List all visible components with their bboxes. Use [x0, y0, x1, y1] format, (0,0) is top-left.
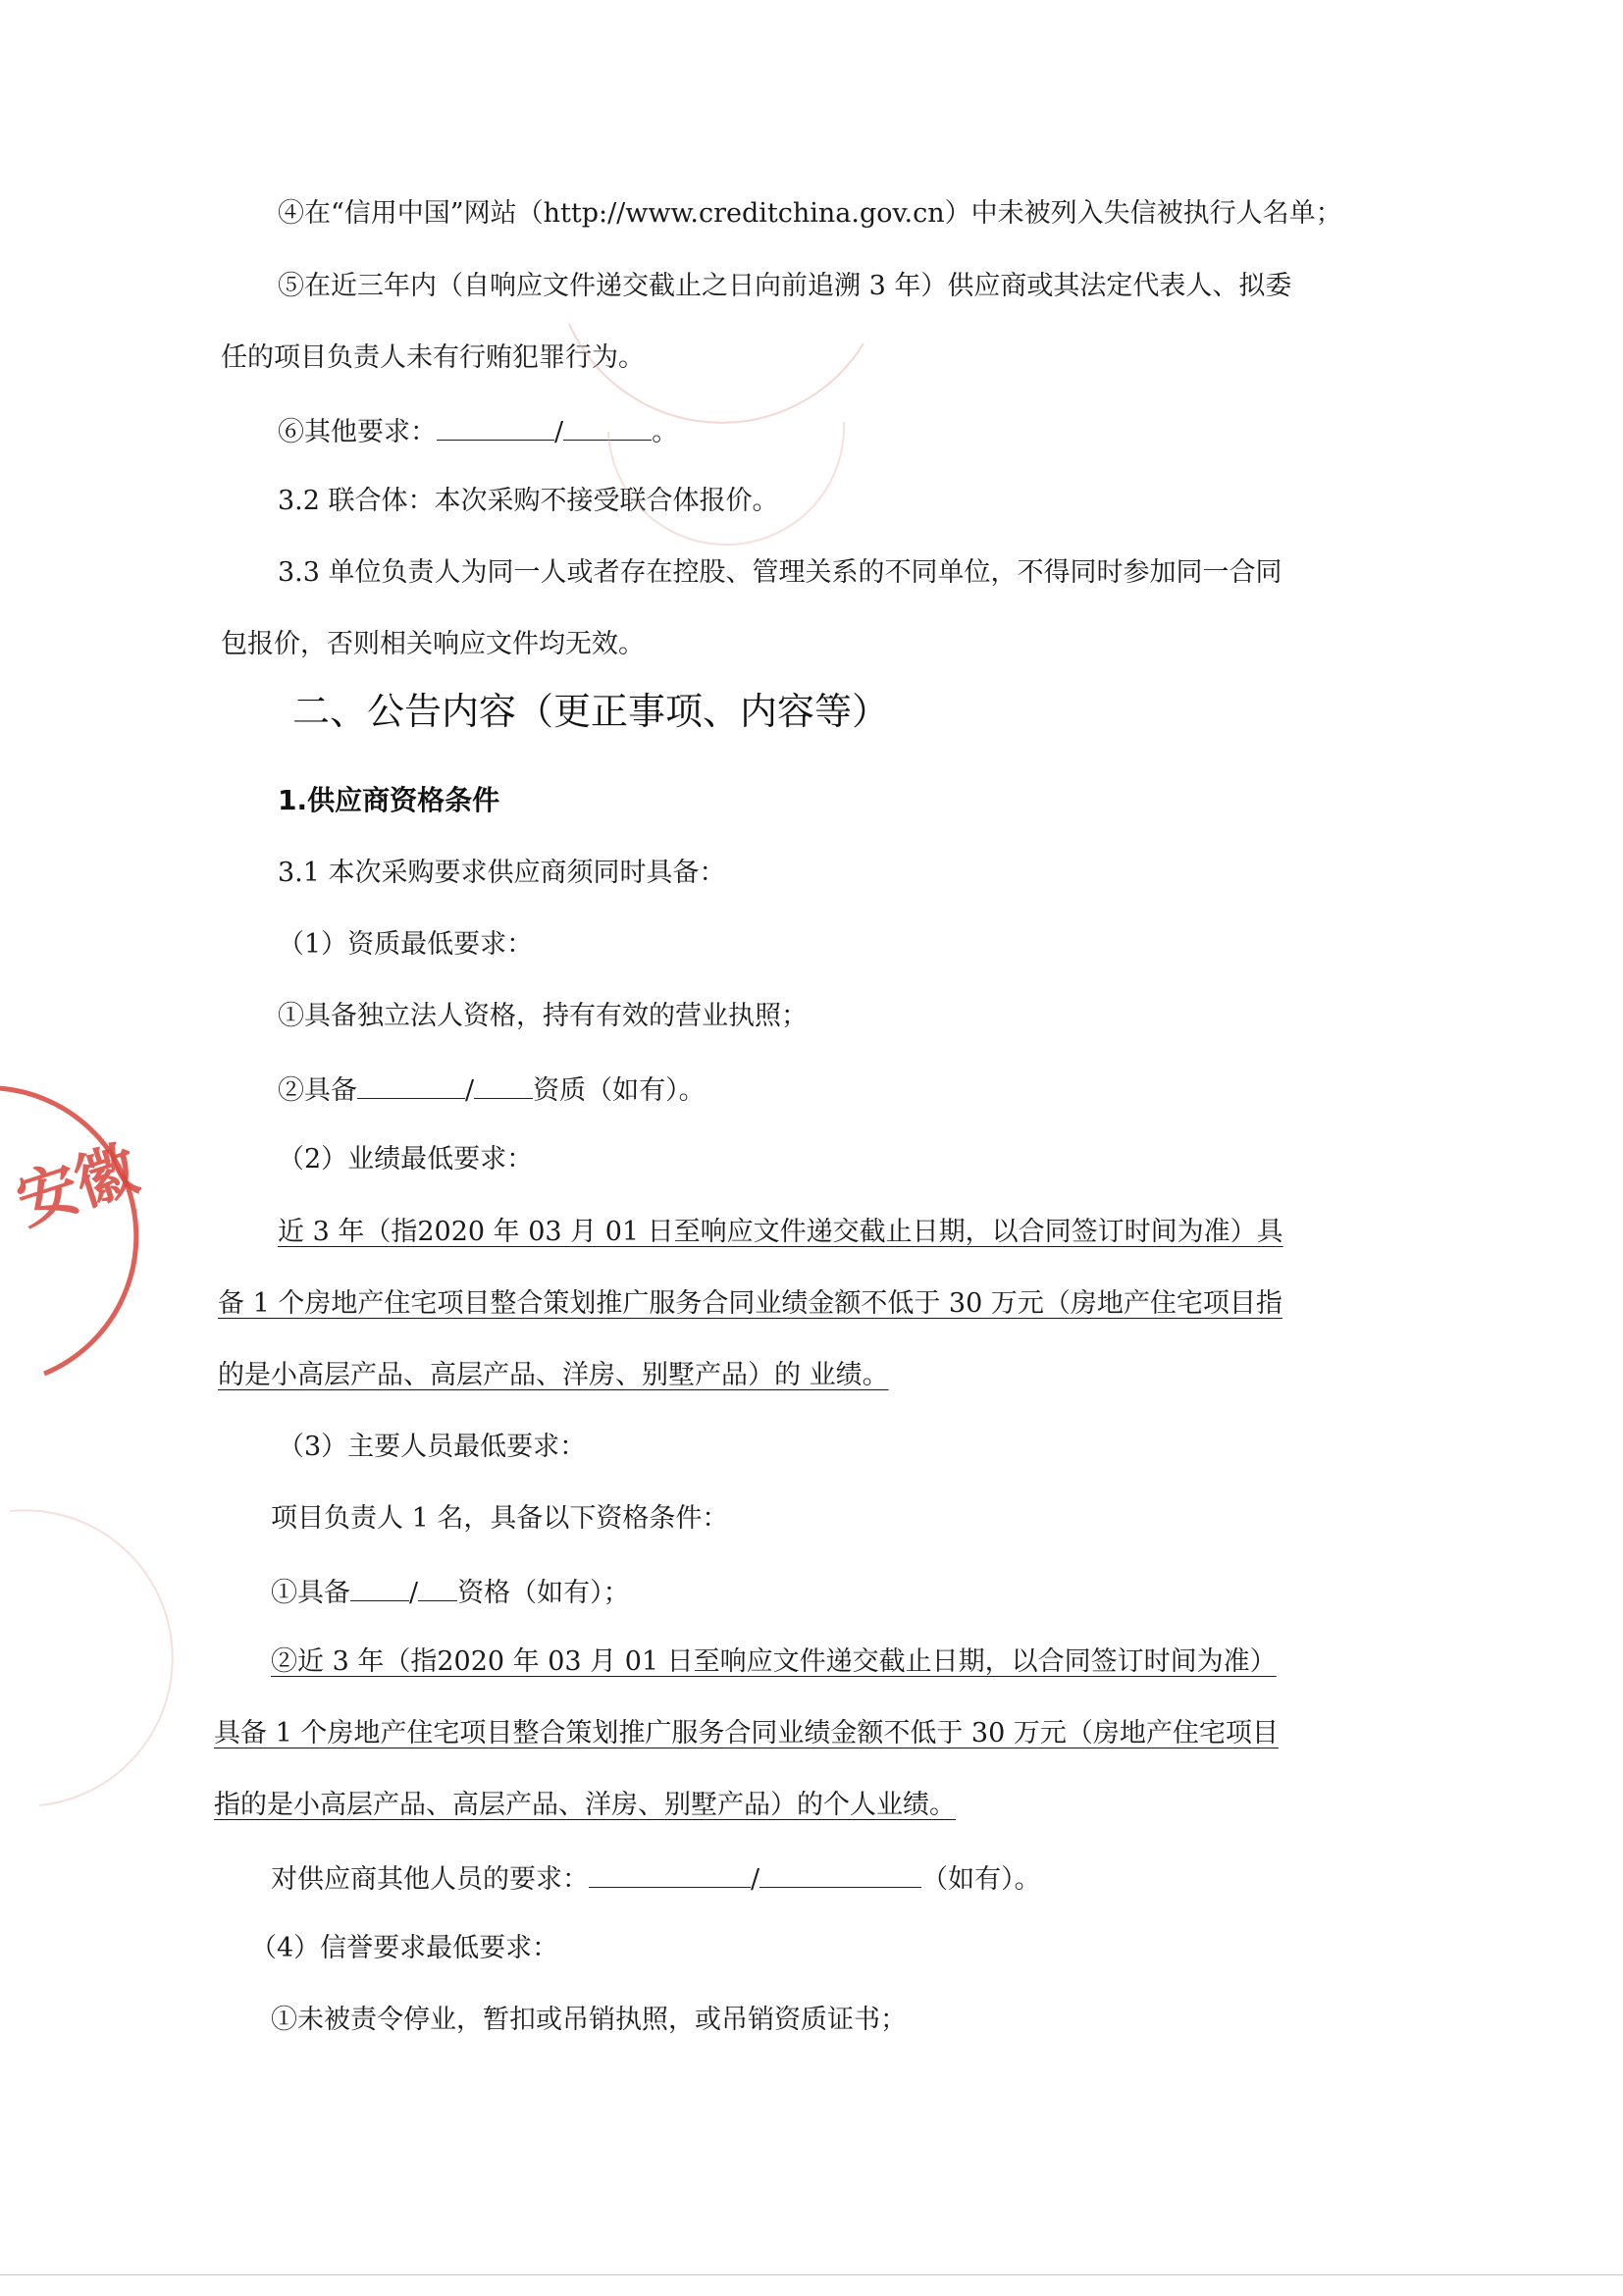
- scan-edge-line: [0, 2274, 1623, 2275]
- paragraph-same-head-line1: 3.3 单位负责人为同一人或者存在控股、管理关系的不同单位，不得同时参加同一合同: [278, 557, 1283, 588]
- credit-heading: （4）信誉要求最低要求：: [250, 1933, 559, 1963]
- personnel-heading: （3）主要人员最低要求：: [278, 1432, 587, 1462]
- faint-seal-arc: [10, 1510, 173, 1805]
- blank-slash: /: [554, 417, 564, 447]
- faint-seal-arc: [608, 422, 844, 545]
- performance-heading: （2）业绩最低要求：: [278, 1144, 534, 1174]
- qualification-heading: （1）资质最低要求：: [278, 929, 534, 960]
- qualification-item-1: ①具备独立法人资格，持有有效的营业执照；: [278, 1001, 808, 1031]
- blank-field: [357, 1069, 465, 1099]
- other-personnel: [271, 1857, 1041, 1900]
- faint-seal-arc: [569, 324, 864, 423]
- performance-line-3: 的是小高层产品、高层产品、洋房、别墅产品）的 业绩。: [218, 1360, 889, 1390]
- paragraph-creditchina: ④在“信用中国”网站（http://www.creditchina.gov.cn）中未被列入失信被执行人名单；: [278, 198, 1342, 229]
- official-seal-partial: [0, 1079, 146, 1393]
- section-title: 二、公告内容（更正事项、内容等）: [292, 690, 890, 733]
- qualification-item-2-label: ②具备: [278, 1075, 357, 1106]
- qualification-item-2-end: 资质（如有）。: [533, 1075, 706, 1106]
- personnel-item-1: [271, 1571, 630, 1613]
- blank-field: [437, 410, 554, 441]
- blank-field: [418, 1571, 457, 1601]
- blank-slash: /: [409, 1578, 419, 1608]
- seal-ring-arc: [0, 1088, 136, 1374]
- paragraph-bribery-line1: ⑤在近三年内（自响应文件递交截止之日向前追溯 3 年）供应商或其法定代表人、拟委: [278, 271, 1292, 301]
- personnel-item-2-line-3: 指的是小高层产品、高层产品、洋房、别墅产品）的个人业绩。: [214, 1790, 956, 1820]
- paragraph-consortium: 3.2 联合体：本次采购不接受联合体报价。: [278, 486, 779, 516]
- blank-field: [474, 1069, 533, 1099]
- credit-item-1: ①未被责令停业，暂扣或吊销执照，或吊销资质证书；: [271, 2005, 907, 2035]
- other-personnel-end: （如有）。: [921, 1864, 1041, 1895]
- personnel-item-2-line-1: ②近 3 年（指2020 年 03 月 01 日至响应文件递交截止日期，以合同签订时间为准）: [271, 1646, 1277, 1677]
- faint-seal-impression-left: [0, 1491, 118, 1815]
- faint-seal-impression: [550, 285, 873, 500]
- blank-field: [350, 1571, 409, 1601]
- personnel-item-1-end: 资格（如有）；: [457, 1578, 630, 1608]
- other-requirements-end: 。: [652, 417, 679, 447]
- subsection-title: 1.供应商资格条件: [278, 784, 500, 816]
- seal-text: 安徽: [8, 1132, 146, 1238]
- other-personnel-label: 对供应商其他人员的要求：: [271, 1864, 589, 1895]
- personnel-intro: 项目负责人 1 名，具备以下资格条件：: [271, 1503, 729, 1534]
- paragraph-same-head-line2: 包报价，否则相关响应文件均无效。: [221, 629, 645, 659]
- blank-field: [759, 1857, 921, 1888]
- blank-slash: /: [465, 1075, 475, 1106]
- performance-line-1: 近 3 年（指2020 年 03 月 01 日至响应文件递交截止日期，以合同签订时间为准）具: [278, 1217, 1283, 1247]
- clause-3-1: 3.1 本次采购要求供应商须同时具备：: [278, 858, 726, 888]
- qualification-item-2: [278, 1069, 706, 1111]
- personnel-item-1-label: ①具备: [271, 1578, 350, 1608]
- performance-line-2: 备 1 个房地产住宅项目整合策划推广服务合同业绩金额不低于 30 万元（房地产住宅项目指: [218, 1288, 1283, 1319]
- blank-slash: /: [751, 1864, 760, 1895]
- personnel-item-2-line-2: 具备 1 个房地产住宅项目整合策划推广服务合同业绩金额不低于 30 万元（房地产住宅项目: [214, 1718, 1279, 1748]
- paragraph-bribery-line2: 任的项目负责人未有行贿犯罪行为。: [221, 342, 645, 373]
- blank-field: [589, 1857, 751, 1888]
- other-requirements-label: ⑥其他要求：: [278, 417, 437, 447]
